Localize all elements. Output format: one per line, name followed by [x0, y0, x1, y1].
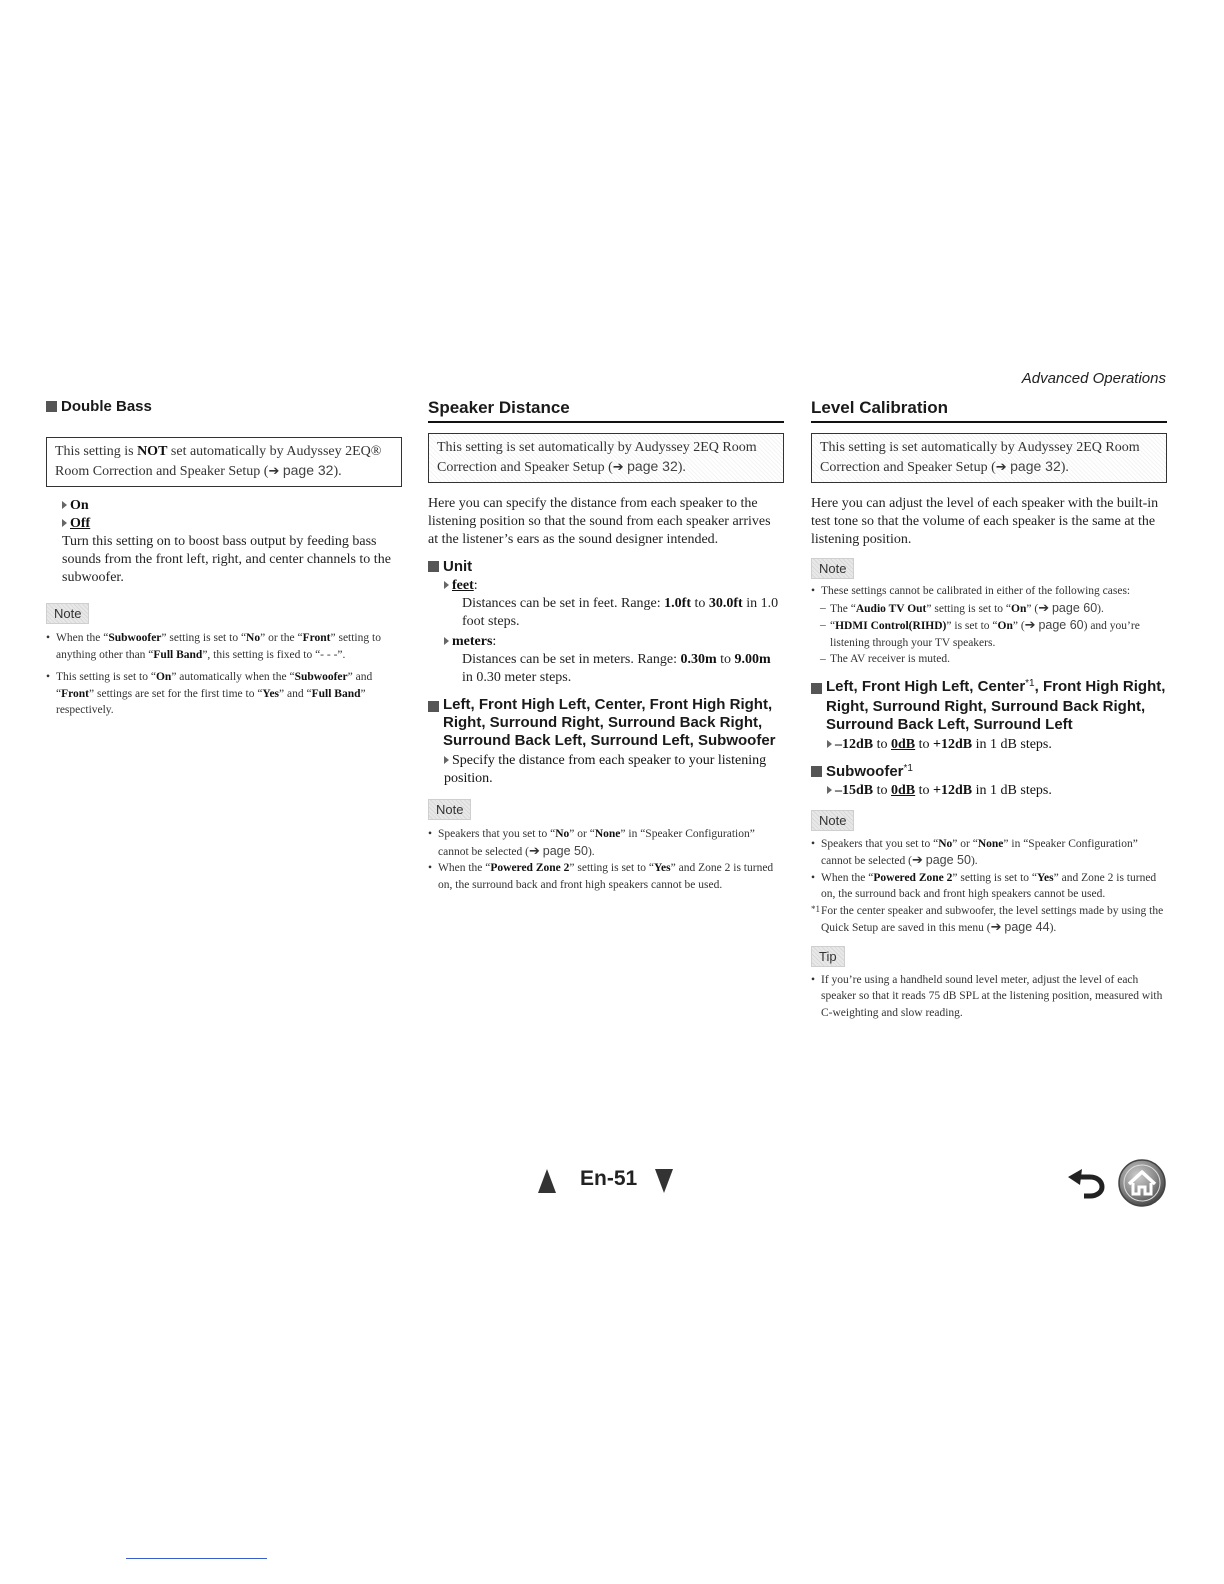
auto-box-text: This setting is set automatically by Audyssey 2EQ Room Correction and Speaker Setup ( [437, 440, 757, 475]
arrow-right-icon: ➔ [268, 464, 280, 479]
triangle-bullet-icon [444, 756, 449, 764]
page-ref-link[interactable]: page 32 [1010, 458, 1061, 474]
page-ref-link[interactable]: page 32 [627, 458, 678, 474]
triangle-bullet-icon [827, 740, 832, 748]
triangle-bullet-icon [444, 637, 449, 645]
auto-setting-box [428, 433, 784, 483]
arrow-right-icon: ➔ [995, 460, 1007, 475]
level-speakers-heading-text: Left, Front High Left, Center$^{*1}$, Front High Right, Right, Surround Right, Surround Back Right, Surround Back Left, Surround Left [826, 677, 1166, 733]
auto-box-text: This setting is [55, 444, 138, 459]
level-calibration-heading: Level Calibration [811, 396, 1167, 423]
square-bullet-icon [46, 401, 57, 412]
level-speakers-heading [811, 678, 1167, 734]
double-bass-heading-text: Double Bass [61, 398, 152, 415]
double-bass-column [46, 396, 402, 719]
auto-box-close: ). [333, 464, 342, 479]
speaker-distance-notes [428, 826, 784, 893]
speaker-distance-column [428, 396, 784, 893]
unit-options [428, 577, 784, 687]
arrow-right-icon: ➔ [1024, 618, 1036, 633]
note-item: • When the “Powered Zone 2” setting is set to “Yes” and Zone 2 is turned on, the surround back and front high speakers cannot be used. [811, 870, 1167, 903]
note-badge-label: Note [811, 810, 854, 831]
tip-badge-label: Tip [811, 946, 845, 967]
page-ref-link[interactable]: page 32 [282, 462, 334, 478]
square-bullet-icon [811, 766, 822, 777]
level-calibration-notes-2 [811, 836, 1167, 903]
feet-description: Distances can be set in feet. Range: 1.0ft to 30.0ft in 1.0 foot steps. [462, 596, 779, 629]
page-ref-link[interactable]: page 50 [925, 853, 971, 867]
page-ref-link[interactable]: page 60 [1051, 600, 1098, 615]
option-meters: meters: [444, 633, 784, 651]
triangle-bullet-icon [62, 519, 67, 527]
arrow-right-icon: ➔ [1038, 600, 1050, 616]
note-item: • This setting is set to “On” automatically when the “Subwoofer” and “Front” settings are set for the first time to “Yes” and “Full Band” respectively. [46, 669, 402, 719]
square-bullet-icon [428, 561, 439, 572]
square-bullet-icon [428, 701, 439, 712]
section-label: Advanced Operations [1021, 370, 1166, 387]
return-arrow-icon[interactable] [1066, 1163, 1106, 1199]
auto-setting-box [811, 433, 1167, 483]
option-on [62, 497, 402, 515]
auto-box-not: NOT [137, 444, 168, 459]
option-on-label: On [70, 498, 89, 513]
triangle-up-icon[interactable] [538, 1169, 556, 1193]
subwoofer-range: –15dB to 0dB to +12dB in 1 dB steps. [811, 782, 1167, 800]
arrow-right-icon: ➔ [912, 853, 923, 868]
auto-box-close: ). [677, 460, 686, 475]
tip-item: • If you’re using a handheld sound level meter, adjust the level of each speaker so that it reads 75 dB SPL at the listening position, measured with C-weighting and slow reading. [811, 972, 1167, 1022]
note-badge [811, 810, 1167, 831]
level-calibration-intro: Here you can adjust the level of each speaker with the built-in test tone so that the volume of each speaker is the same at the listening position. [811, 496, 1159, 547]
page-number: En-51 [580, 1167, 638, 1190]
note-item: • These settings cannot be calibrated in either of the following cases: [811, 583, 1167, 600]
note-badge [811, 558, 1167, 579]
note-case: – The AV receiver is muted. [811, 651, 1167, 668]
speakers-heading [428, 696, 784, 750]
auto-box-text-2: set automatically by Audyssey 2EQ® Room Correction and Speaker Setup ( [55, 444, 382, 479]
note-badge-label: Note [811, 558, 854, 579]
note-item: • When the “Powered Zone 2” setting is set to “Yes” and Zone 2 is turned on, the surround back and front high speakers cannot be used. [428, 860, 784, 893]
page-ref-link[interactable]: page 50 [542, 843, 588, 858]
double-bass-heading [46, 398, 402, 415]
unit-heading [428, 558, 784, 575]
footer-nav [0, 1163, 1224, 1203]
unit-heading-text: Unit [443, 558, 473, 575]
note-badge-label: Note [428, 799, 471, 820]
option-feet: feet: [444, 577, 784, 595]
page-ref-link[interactable]: page 44 [1004, 920, 1050, 934]
double-bass-notes [46, 630, 402, 719]
arrow-right-icon: ➔ [529, 843, 540, 859]
note-badge-label: Note [46, 603, 89, 624]
level-speakers-range: –12dB to 0dB to +12dB in 1 dB steps. [811, 736, 1167, 754]
footnote: *1 For the center speaker and subwoofer, the level settings made by using the Quick Setup are saved in this menu (➔ page 44). [811, 903, 1164, 935]
meters-description: Distances can be set in meters. Range: 0.30m to 9.00m in 0.30 meter steps. [462, 652, 771, 685]
level-calibration-column [811, 396, 1167, 1021]
double-bass-options [46, 497, 402, 587]
level-calibration-notes [811, 583, 1167, 668]
subwoofer-heading [811, 763, 1167, 780]
arrow-right-icon: ➔ [990, 920, 1002, 935]
page-ref-link[interactable]: page 60 [1038, 618, 1084, 632]
subwoofer-heading-text: Subwoofer$^{*1}$ [826, 762, 913, 780]
option-off [62, 515, 402, 533]
speakers-heading-text: Left, Front High Left, Center, Front High Right, Right, Surround Right, Surround Back Right, Surround Back Left, Surround Left, Subwoofer [443, 696, 776, 749]
note-case: – “HDMI Control(RIHD)” is set to “On” (➔ page 60) and you’re listening through your TV speakers. [811, 617, 1167, 651]
square-bullet-icon [811, 683, 822, 694]
triangle-bullet-icon [827, 786, 832, 794]
note-item: • When the “Subwoofer” setting is set to “No” or the “Front” setting to anything other than “Full Band”, this setting is fixed to “- - -”. [46, 630, 402, 663]
tip-badge [811, 946, 1167, 967]
link-underline [126, 1558, 267, 1559]
arrow-right-icon: ➔ [612, 460, 624, 475]
note-badge [46, 603, 402, 624]
home-icon[interactable] [1117, 1158, 1167, 1208]
note-case: – The “Audio TV Out” setting is set to “On” (➔ page 60). [811, 600, 1167, 618]
triangle-bullet-icon [444, 581, 449, 589]
speaker-distance-intro: Here you can specify the distance from each speaker to the listening position so that the sound from each speaker arrives at the listener’s ears as the sound designer intended. [428, 496, 771, 547]
tip-list [811, 972, 1167, 1022]
auto-box-text: This setting is set automatically by Audyssey 2EQ Room Correction and Speaker Setup ( [820, 440, 1140, 475]
auto-setting-box [46, 437, 402, 487]
triangle-bullet-icon [62, 501, 67, 509]
option-off-label: Off [70, 516, 91, 531]
triangle-down-icon[interactable] [655, 1169, 673, 1193]
note-item: • Speakers that you set to “No” or “None” in “Speaker Configuration” cannot be selected (➔ page 50). [428, 826, 784, 860]
note-badge [428, 799, 784, 820]
auto-box-close: ). [1060, 460, 1069, 475]
double-bass-description: Turn this setting on to boost bass output by feeding bass sounds from the front left, right, and center channels to the subwoofer. [62, 534, 391, 585]
note-item: • Speakers that you set to “No” or “None” in “Speaker Configuration” cannot be selected (➔ page 50). [811, 836, 1167, 870]
speaker-distance-heading: Speaker Distance [428, 396, 784, 423]
speakers-description: Specify the distance from each speaker to your listening position. [444, 753, 767, 786]
